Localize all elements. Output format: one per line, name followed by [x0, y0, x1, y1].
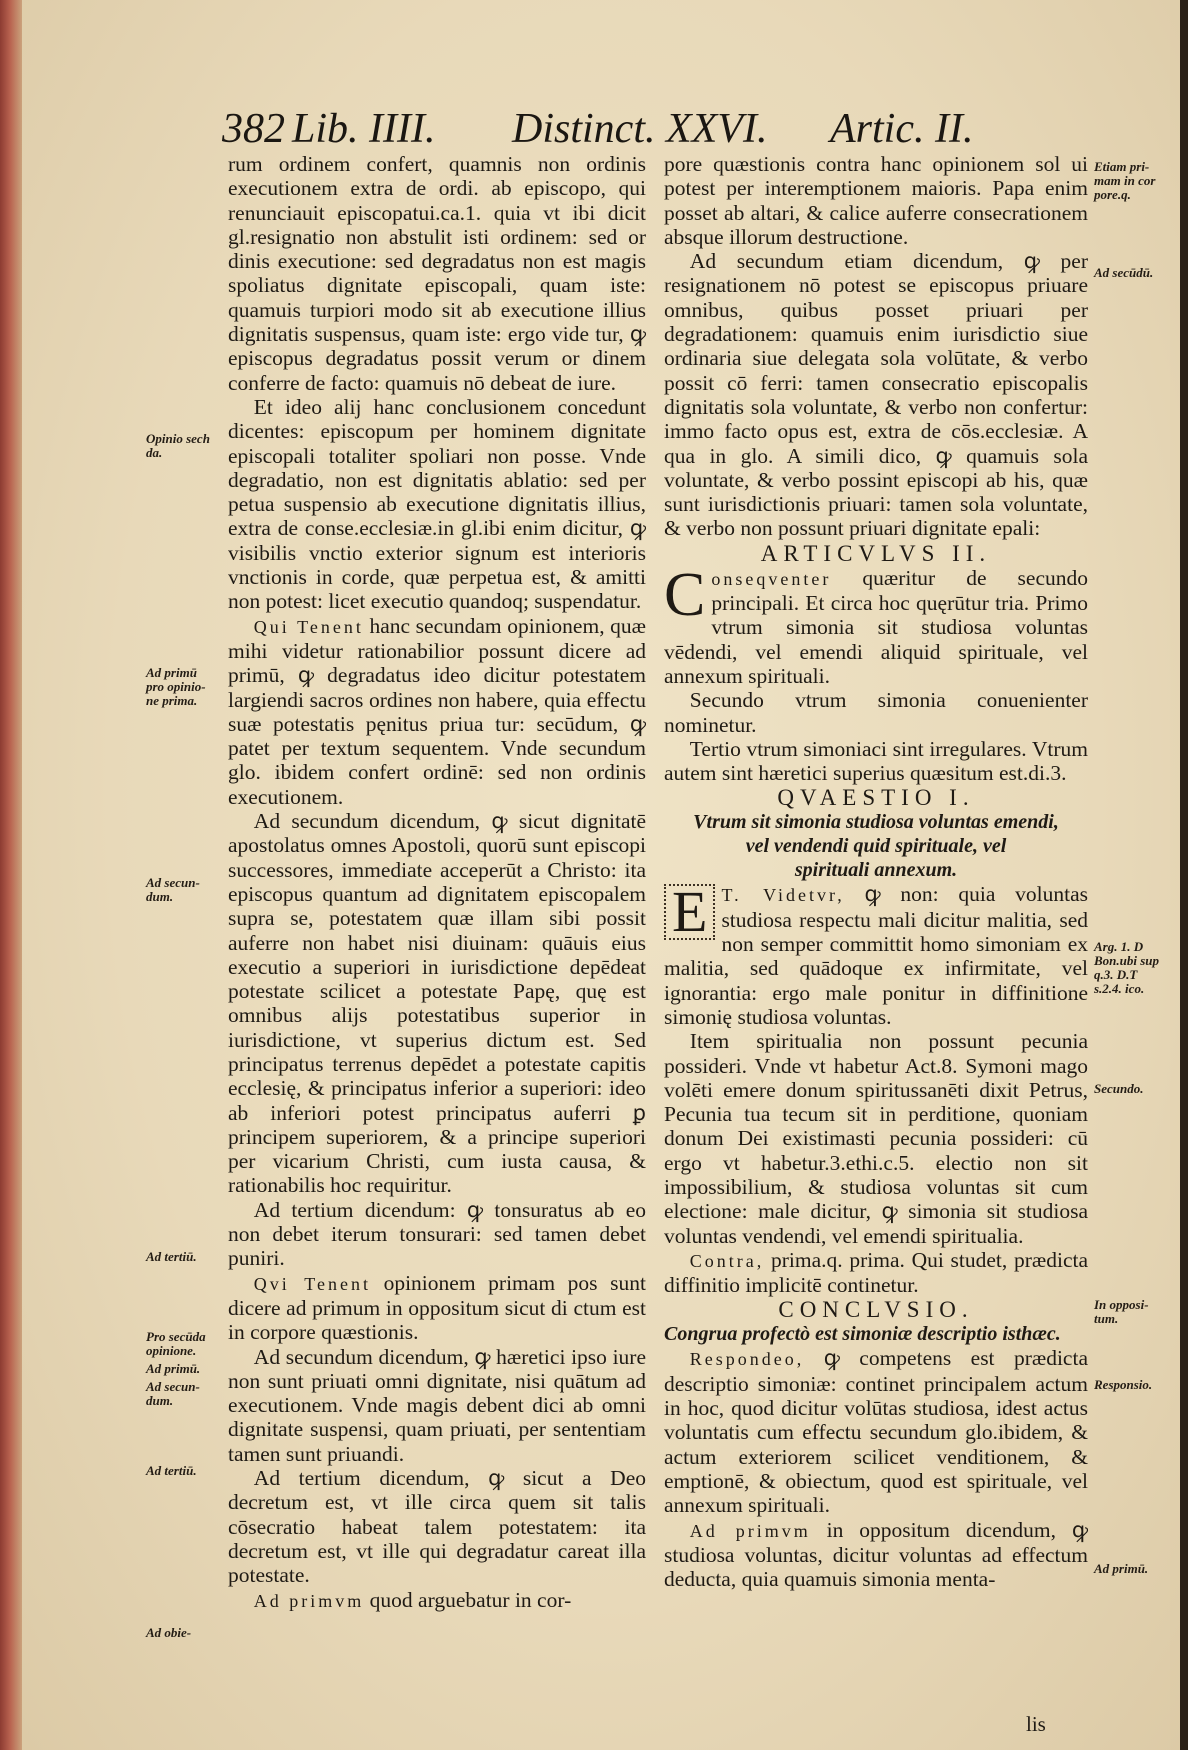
paragraph: Ad tertium dicendum: ꝙ tonsuratus ab eo non debet iterum tonsurari: sed tamen debet puniri.	[228, 1197, 646, 1271]
paragraph-lead: T. Videtvr,	[721, 885, 845, 906]
paragraph-body: prima.q. prima. Qui studet, prædicta diffinitio implicitē continetur.	[664, 1247, 1088, 1298]
paragraph	[228, 614, 646, 809]
paragraph-lead: onseqventer	[711, 568, 832, 589]
paragraph-body: in oppositum dicendum, ꝙ studiosa voluntas, dicitur voluntas ad effectum deducta, quia quamuis simonia menta-	[664, 1517, 1089, 1592]
margin-note: Etiam pri-mam in cor pore.q.	[1094, 159, 1156, 202]
margin-note: Opinio sech da.	[146, 431, 210, 460]
paragraph: Tertio vtrum simoniaci sint irregulares. Vtrum autem sint hæretici superius quæsitum est.di.3.	[664, 736, 1088, 786]
paragraph: rum ordinem confert, quamnis non ordinis executionem extra de ordi. ab episcopo, qui renunciauit episcopatui.ca.1. quia vt ibi dicit gl.resignatio non abstulit isti ordinem: sed or dinis executione: sed degradatus non est magis spoliatus dignitate episcopali, quam iste: quamuis turpiori modo sit ab executione illius dignitatis suspensus, quam iste: ergo vide tur, ꝙ episcopus degradatus possit verum or dinem conferre de facto: quamuis nō debeat de iure.	[228, 152, 646, 395]
paragraph: pore quæstionis contra hanc opinionem sol ui potest per interemptionem maioris. Papa enim posset ab altari, & calice auferre consecrationem absque illorum destructione.	[664, 152, 1088, 249]
left-text-column	[228, 152, 646, 1613]
drop-capital: C	[664, 560, 706, 629]
right-text-column	[664, 152, 1088, 1591]
paragraph	[664, 1518, 1088, 1592]
margin-note: Ad secūdū.	[1094, 265, 1154, 280]
paragraph-body: ꝙ non: quia voluntas studiosa respectu mali dicitur malitia, sed non semper committit homo simoniam ex malitia, sed quādoque ex infirmitate, vel ignorantia: ergo male ponitur in diffinitione simonię studiosa voluntas.	[664, 882, 1088, 1029]
paragraph	[664, 560, 1089, 688]
distinction-label: Distinct. XXVI.	[512, 106, 768, 152]
paragraph	[228, 1588, 646, 1613]
article-heading: ARTICVLVS II.	[760, 540, 992, 566]
catchword: lis	[1026, 1712, 1046, 1736]
paragraph: Ad secundum dicendum, ꝙ hæretici ipso iure non sunt priuati omni dignitate, nisi quātum ad executionem. Vnde magis debent dici ab omni dignitate suspensi, quam priuati, per sententiam tamen sunt priuandi.	[228, 1344, 646, 1466]
running-header	[222, 104, 1102, 154]
margin-note: Ad tertiū.	[146, 1463, 197, 1478]
paragraph-lead: Qvi Tenent	[253, 1273, 371, 1294]
book-label: Lib. IIII.	[292, 106, 436, 152]
paragraph: Item spiritualia non possunt pecunia possideri. Vnde vt habetur Act.8. Symoni mago volēti emere donum spiritussanēti dixit Petrus, Pecunia tua tecum sit in perditione, quoniam donum Dei existimasti pecunia possideri: cū ergo vt habetur.3.ethi.c.5. electio non sit impossibilium, & studiosa voluntas sit cum electione: male dicitur, ꝙ simonia sit studiosa voluntas vendendi, vel emendi spiritualia.	[664, 1029, 1088, 1248]
question-title-line: spirituali annexum.	[794, 859, 958, 882]
margin-note: Ad primū.	[146, 1361, 201, 1376]
question-title-line: Vtrum sit simonia studiosa voluntas emendi,	[693, 811, 1059, 834]
conclusion-heading: CONCLVSIO.	[778, 1297, 974, 1323]
paragraph	[664, 1346, 1088, 1517]
paragraph: Ad tertium dicendum, ꝙ sicut a Deo decretum est, vt ille circa quem sit talis cōsecratio habeat talem potestatem: ita decretum est, vt ille qui degradatur careat illa potestate.	[228, 1466, 646, 1588]
paragraph-lead: Contra,	[689, 1250, 765, 1271]
paragraph-body: hanc secundam opinionem, quæ mihi videtur rationabilior possunt dicere ad primū, ꝙ degradatus ideo dicitur potestatem largiendi sacros ordines non habere, quia effectu suæ potestatis pęnitus priua tur: secūdum, ꝙ patet per textum sequentem. Vnde secundum glo. ibidem confert ordinē: sed non ordinis executionem.	[228, 613, 646, 809]
margin-note: In opposi-tum.	[1094, 1297, 1149, 1326]
paragraph-body: ꝙ competens est prædicta descriptio simoniæ: continet principalem actum in hoc, quod dicitur volūtas studiosa, idest actus voluntatis cum effectu secundum glo.ibidem, & actum exteriorem scilicet venditionem, & emptionē, & obiectum, quod est spirituale, vel annexum spirituali.	[664, 1346, 1088, 1518]
margin-note: Pro secūda opinione.	[146, 1329, 206, 1358]
margin-note: Ad secun-dum.	[146, 1379, 200, 1408]
margin-note: Ad primū pro opinio-ne prima.	[146, 665, 206, 708]
margin-note: Arg. 1. D Bon.ubi sup q.3. D.T s.2.4. ico.	[1094, 939, 1160, 996]
paragraph-lead: Ad primvm	[689, 1520, 811, 1541]
question-title-line: vel vendendi quid spirituale, vel	[745, 835, 1007, 858]
paragraph: Ad secundum etiam dicendum, ꝙ per resignationem nō potest se episcopus priuare omnibus, quibus posset priuari per degradationem: quamuis enim iurisdictio siue ordinaria siue delegata sola volūtate, & verbo possit cō ferri: tamen consecratio episcopalis dignitatis sola voluntate, & verbo non confertur: immo facto opus est, extra de cōs.ecclesiæ. A qua in glo. A simili dico, ꝙ quamuis sola voluntate, & verbo possint episcopi ab his, quæ sunt iurisdictionis priuari: tamen sola voluntate, & verbo non possunt priuari dignitate epali:	[664, 249, 1088, 541]
margin-note: Ad obie-	[146, 1625, 192, 1640]
paragraph-lead: Ad primvm	[253, 1590, 365, 1611]
margin-note: Secundo.	[1094, 1081, 1144, 1096]
paragraph: Et ideo alij hanc conclusionem concedunt dicentes: episcopum per hominem dignitate episcopali totaliter spoliari non posse. Vnde degradatio, non est dignitatis ablatio: sed per petua suspensio ab executione dignitatis illius, extra de conse.ecclesiæ.in gl.ibi enim dicitur, ꝙ visibilis vnctio exterior signum est interioris vnctionis in corde, quæ perpetua est, & amitti non potest: licet executio quandoq; suspendatur.	[228, 394, 646, 614]
ornamental-drop-capital: E	[664, 884, 715, 940]
paragraph	[664, 879, 1088, 1029]
conclusion-title: Congrua profectò est simoniæ descriptio isthæc.	[664, 1323, 1061, 1346]
book-page-edge	[0, 0, 22, 1750]
question-heading: QVAESTIO I.	[777, 785, 975, 811]
margin-note: Responsio.	[1094, 1377, 1153, 1392]
paragraph-lead: Respondeo,	[689, 1349, 805, 1370]
paragraph	[664, 1248, 1088, 1298]
paragraph: Ad secundum dicendum, ꝙ sicut dignitatē apostolatus omnes Apostoli, quorū sunt episcopi successores, immediate acceperūt a Christo: ita episcopus quantum ad dignitatem episcopalem supra se, potestatem quæ illam sibi possit auferre non habet nisi diuinam: quāuis eius executio a superiori in iurisdictione depēdeat potestate scilicet a potestate Papę, quę est omnibus alijs potestatibus superior in iurisdictione, vt superius dictum est. Sed principatus terrenus depēdet a potestate capitis ecclesię, & principatus inferior a superiori: ideo ab inferiori potest principatus auferri ꝑ principem superiorem, & a principe superiori per vicarium Christi, cum iusta causa, & rationabilis hoc requiritur.	[228, 809, 646, 1198]
paragraph	[228, 1271, 646, 1345]
page-number: 382	[222, 106, 285, 152]
paragraph-lead: Qui Tenent	[253, 616, 364, 637]
paragraph-body: quæritur de secundo principali. Et circa hoc quęrūtur tria. Primo vtrum simonia sit studiosa voluntas vēdendi, vel emendi aliquid spirituale, vel annexum spirituali.	[664, 565, 1089, 688]
page-shadow-edge	[1180, 0, 1188, 1750]
margin-note: Ad primū.	[1094, 1561, 1149, 1576]
margin-note: Ad tertiū.	[146, 1249, 197, 1264]
article-label: Artic. II.	[830, 106, 974, 152]
paragraph-body: quod arguebatur in cor-	[369, 1587, 572, 1612]
margin-note: Ad secun-dum.	[146, 875, 200, 904]
paragraph-body: opinionem primam pos sunt dicere ad primum in oppositum sicut di ctum est in corpore quæstionis.	[228, 1270, 646, 1345]
paragraph: Secundo vtrum simonia conuenienter nominetur.	[664, 688, 1088, 737]
